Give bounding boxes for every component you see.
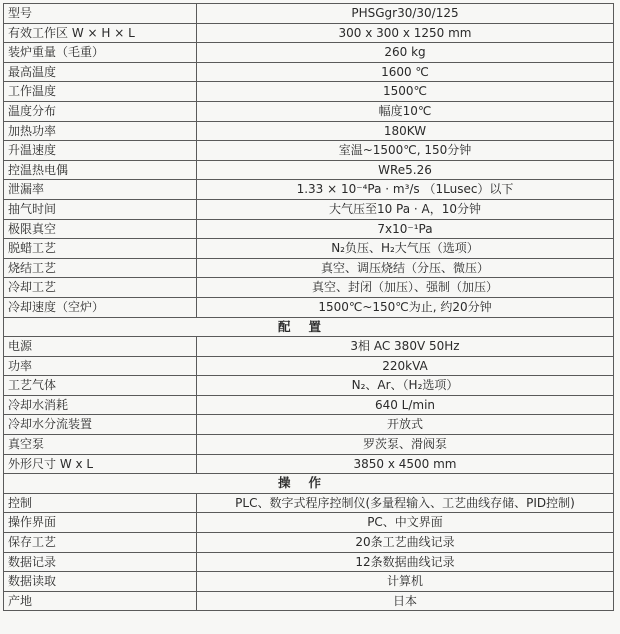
table-row [4, 415, 614, 435]
table-row [4, 493, 614, 513]
table-row [4, 533, 614, 553]
section-title-config: 配置 [4, 317, 614, 337]
row-label: 真空泵 [4, 435, 197, 455]
row-label: 外形尺寸 W x L [4, 454, 197, 474]
row-label: 脱蜡工艺 [4, 239, 197, 259]
row-label: 冷却水分流装置 [4, 415, 197, 435]
row-value: 1500℃~150℃为止, 约20分钟 [197, 297, 614, 317]
table-row [4, 395, 614, 415]
table-row [4, 160, 614, 180]
row-label: 加热功率 [4, 121, 197, 141]
row-value: 真空、封闭（加压）、强制（加压） [197, 278, 614, 298]
row-value: 3850 x 4500 mm [197, 454, 614, 474]
table-row [4, 239, 614, 259]
row-value: 1600 ℃ [197, 62, 614, 82]
table-row [4, 43, 614, 63]
row-value: N₂负压、H₂大气压（选项） [197, 239, 614, 259]
row-label: 装炉重量（毛重） [4, 43, 197, 63]
table-row [4, 356, 614, 376]
row-value: 12条数据曲线记录 [197, 552, 614, 572]
table-row [4, 180, 614, 200]
row-value: 220kVA [197, 356, 614, 376]
row-label: 电源 [4, 337, 197, 357]
table-row [4, 82, 614, 102]
row-label: 控温热电偶 [4, 160, 197, 180]
row-label: 有效工作区 W × H × L [4, 23, 197, 43]
row-value: 260 kg [197, 43, 614, 63]
row-value: PLC、数字式程序控制仪(多量程输入、工艺曲线存储、PID控制) [197, 493, 614, 513]
table-row [4, 513, 614, 533]
config-section [4, 317, 614, 474]
operation-section [4, 474, 614, 611]
row-label: 泄漏率 [4, 180, 197, 200]
row-value: PC、中文界面 [197, 513, 614, 533]
table-row [4, 62, 614, 82]
specs-section [4, 4, 614, 318]
row-value: 大气压至10 Pa · A，10分钟 [197, 199, 614, 219]
row-label: 抽气时间 [4, 199, 197, 219]
table-row [4, 199, 614, 219]
table-row [4, 4, 614, 24]
row-label: 型号 [4, 4, 197, 24]
table-row [4, 376, 614, 396]
table-row [4, 121, 614, 141]
row-value: WRe5.26 [197, 160, 614, 180]
row-value: 1.33 × 10⁻⁴Pa · m³/s （1Lusec）以下 [197, 180, 614, 200]
table-row [4, 297, 614, 317]
table-row [4, 23, 614, 43]
table-row [4, 101, 614, 121]
section-header-row [4, 474, 614, 494]
section-header-row [4, 317, 614, 337]
table-row [4, 219, 614, 239]
table-row [4, 337, 614, 357]
row-value: 室温~1500℃, 150分钟 [197, 141, 614, 161]
table-row [4, 141, 614, 161]
table-row [4, 278, 614, 298]
row-value: 真空、调压烧结（分压、微压） [197, 258, 614, 278]
section-title-operation: 操作 [4, 474, 614, 494]
row-value: 开放式 [197, 415, 614, 435]
spec-table [3, 3, 614, 611]
table-row [4, 572, 614, 592]
row-label: 保存工艺 [4, 533, 197, 553]
row-value: PHSGgr30/30/125 [197, 4, 614, 24]
row-value: 7x10⁻¹Pa [197, 219, 614, 239]
row-label: 数据读取 [4, 572, 197, 592]
row-value: 幅度10℃ [197, 101, 614, 121]
row-value: 20条工艺曲线记录 [197, 533, 614, 553]
row-label: 冷却工艺 [4, 278, 197, 298]
row-label: 操作界面 [4, 513, 197, 533]
row-value: 300 x 300 x 1250 mm [197, 23, 614, 43]
row-label: 升温速度 [4, 141, 197, 161]
table-row [4, 258, 614, 278]
row-label: 数据记录 [4, 552, 197, 572]
row-value: 罗茨泵、滑阀泵 [197, 435, 614, 455]
table-row [4, 591, 614, 611]
table-row [4, 435, 614, 455]
row-label: 烧结工艺 [4, 258, 197, 278]
row-label: 工艺气体 [4, 376, 197, 396]
row-label: 工作温度 [4, 82, 197, 102]
row-label: 产地 [4, 591, 197, 611]
row-label: 温度分布 [4, 101, 197, 121]
row-value: 计算机 [197, 572, 614, 592]
row-label: 冷却水消耗 [4, 395, 197, 415]
table-row [4, 552, 614, 572]
row-value: 日本 [197, 591, 614, 611]
row-value: 3相 AC 380V 50Hz [197, 337, 614, 357]
row-label: 最高温度 [4, 62, 197, 82]
row-label: 冷却速度（空炉） [4, 297, 197, 317]
row-label: 功率 [4, 356, 197, 376]
row-label: 极限真空 [4, 219, 197, 239]
row-value: N₂、Ar、（H₂选项） [197, 376, 614, 396]
row-value: 1500℃ [197, 82, 614, 102]
row-label: 控制 [4, 493, 197, 513]
row-value: 640 L/min [197, 395, 614, 415]
row-value: 180KW [197, 121, 614, 141]
table-row [4, 454, 614, 474]
